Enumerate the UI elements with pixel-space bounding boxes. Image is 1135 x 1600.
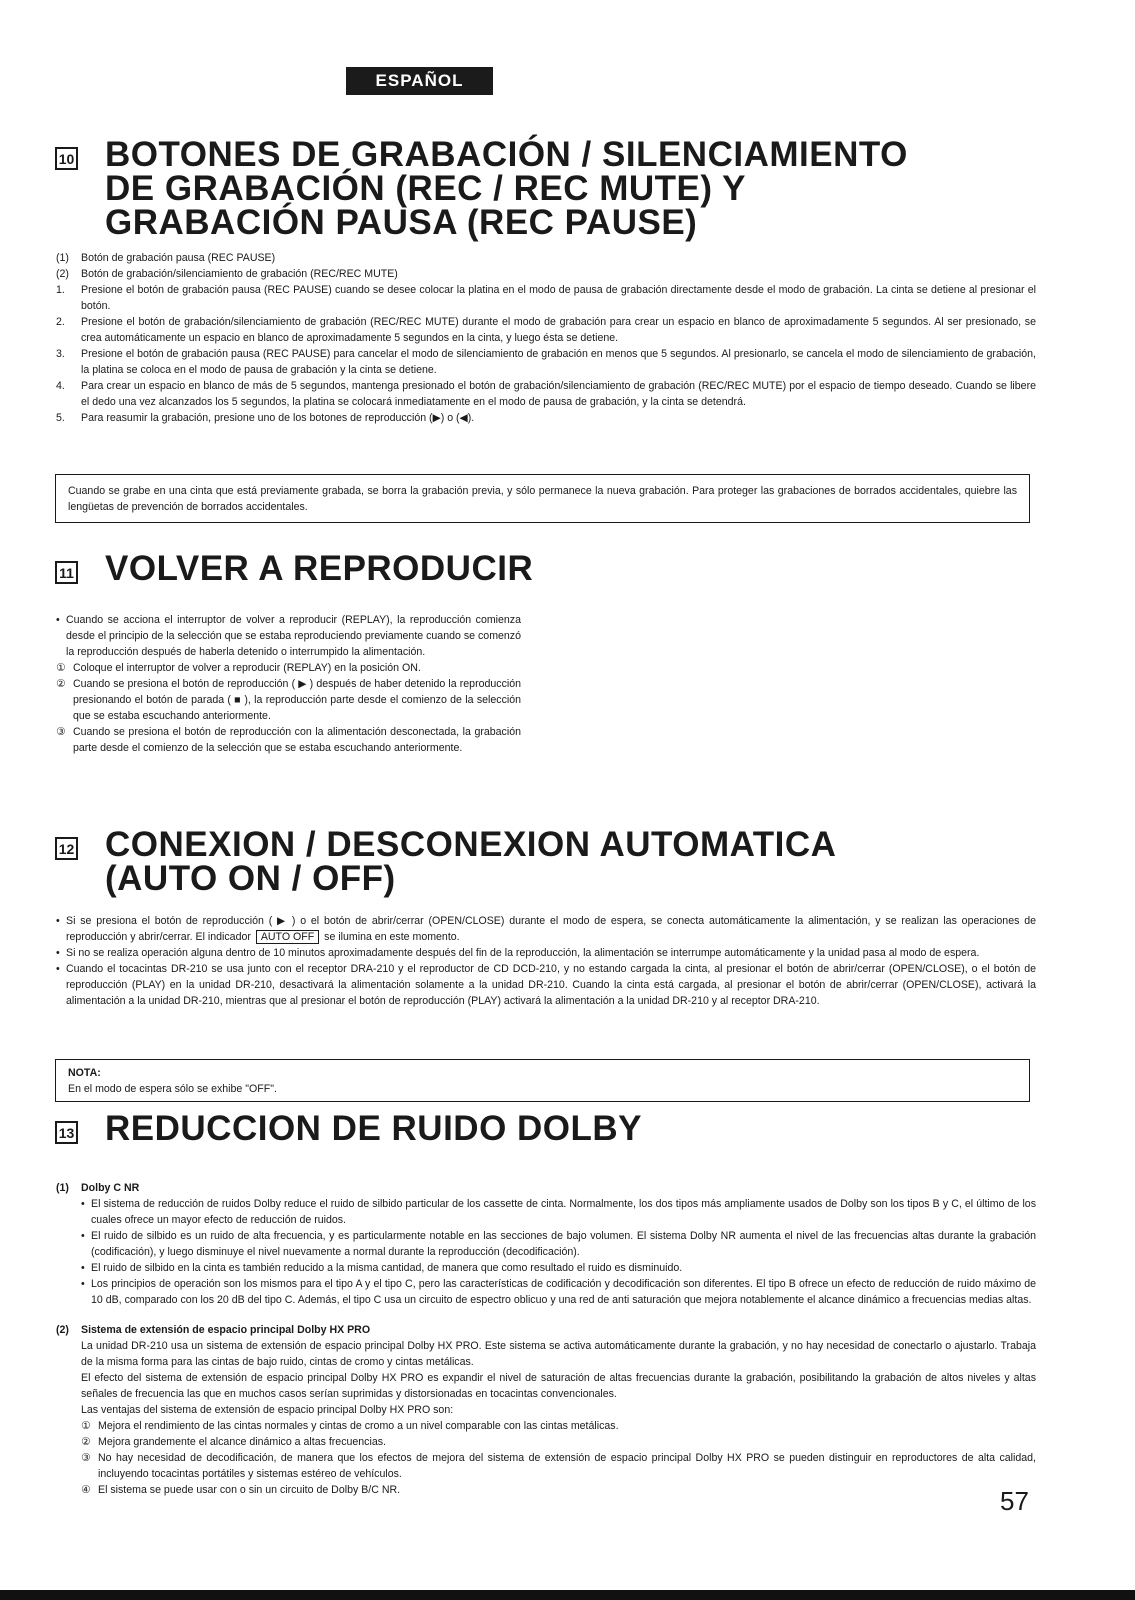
item-marker: 4.: [56, 380, 65, 392]
item-text: Coloque el interruptor de volver a reproducir (REPLAY) en la posición ON.: [73, 662, 421, 674]
section-10-title: [105, 135, 908, 242]
item-text: Botón de grabación/silenciamiento de grabación (REC/REC MUTE): [81, 268, 398, 280]
list-item: [56, 676, 521, 724]
list-item: [56, 282, 1036, 314]
section-11-list: [56, 612, 521, 756]
list-item: • El ruido de silbido es un ruido de alta frecuencia, y es particularmente notable en las secciones de bajo volumen. El sistema Dolby NR aumenta el nivel de las frecuencias altas durante la grabación (codificación), y luego disminuye el nivel nuevamente a normal durante la reproducción (decodificación).: [81, 1230, 1036, 1258]
list-item: • Cuando el tocacintas DR-210 se usa junto con el receptor DRA-210 y el reproductor de CD DCD-210, y no estando cargada la cinta, al presionar el botón de abrir/cerrar (OPEN/CLOSE), o el botón de reproducción (PLAY) en la unidad DR-210, desactivará la alimentación solamente a la unidad DR-210. Cuando la cinta está cargada, al presionar el botón de abrir/cerrar (OPEN/CLOSE), activará la alimentación a la unidad DR-210, mientras que al presionar el botón de reproducción (PLAY) activará la alimentación a la unidad DR-210 y al receptor DRA-210.: [56, 963, 1036, 1007]
item-marker: 5.: [56, 412, 65, 424]
list-item: • Si se presiona el botón de reproducción ( ▶ ) o el botón de abrir/cerrar (OPEN/CLOSE) durante el modo de espera, se conecta automáticamente la alimentación, y se realizan las operaciones de reproducción y abrir/cerrar. El indicador AUTO OFF se ilumina en este momento.: [56, 915, 1036, 943]
list-item: ② Mejora grandemente el alcance dinámico a altas frecuencias.: [81, 1434, 1036, 1450]
section-12-title-line: (AUTO ON / OFF): [105, 859, 396, 898]
item-text: Mejora el rendimiento de las cintas normales y cintas de cromo a un nivel comparable con las cintas metálicas.: [98, 1420, 619, 1432]
item-text: No hay necesidad de decodificación, de manera que los efectos de mejora del sistema de extensión de espacio principal Dolby HX PRO se pueden distinguir en reproductores de alta calidad, incluyendo tocacintas portátiles y sistemas estéreo de vehículos.: [98, 1452, 1036, 1480]
section-13-title-line: REDUCCION DE RUIDO DOLBY: [105, 1109, 643, 1148]
item-text: Presione el botón de grabación/silenciamiento de grabación (REC/REC MUTE) durante el modo de grabación para crear un espacio en blanco de aproximadamente 5 segundos. Al ser presionado, se crea automáticamente un espacio en blanco de aproximadamente 5 segundos en la cinta, y luego ésta se detiene.: [81, 316, 1036, 344]
note-title: NOTA:: [68, 1067, 101, 1079]
item-text: Si se presiona el botón de reproducción ( ▶ ) o el botón de abrir/cerrar (OPEN/CLOSE) durante el modo de espera, se conecta automáticamente la alimentación, y se realizan las operaciones de reproducción y abrir/cerrar. El indicador AUTO OFF se ilumina en este momento.: [66, 915, 1036, 943]
item-text: Los principios de operación son los mismos para el tipo A y el tipo C, pero las características de codificación y decodificación son diferentes. El tipo B ofrece un efecto de reducción de ruido máximo de 10 dB, comparado con los 20 dB del tipo C. Además, el tipo C usa un circuito de espectro oblicuo y una red de anti saturación que mejora notablemente el alcance dinámico a frecuencias medias altas.: [91, 1278, 1036, 1306]
list-item: • Si no se realiza operación alguna dentro de 10 minutos aproximadamente después del fin de la reproducción, la alimentación se interrumpe automáticamente y la unidad pasa al modo de espera.: [56, 945, 1036, 961]
section-12-list: [56, 913, 1036, 1009]
item-text: El sistema de reducción de ruidos Dolby reduce el ruido de silbido particular de los cassette de cinta. Normalmente, los dos tipos más ampliamente usados de Dolby son los tipos B y C, el último de los cuales ofrece un mayor efecto de reducción de ruidos.: [91, 1198, 1036, 1226]
item-text: Presione el botón de grabación pausa (REC PAUSE) cuando se desee colocar la platina en el modo de pausa de grabación directamente desde el modo de grabación. La cinta se detiene al presionar el botón.: [81, 284, 1036, 312]
paragraph: El efecto del sistema de extensión de espacio principal Dolby HX PRO es expandir el nivel de saturación de altas frecuencias durante la grabación, posibilitando la grabación de altos niveles y altas señales de frecuencia las que en muchos casos serían suprimidas y distorsionadas en tocacintas convencionales.: [81, 1372, 1036, 1400]
section-13-title: [105, 1109, 643, 1148]
item-marker: ③: [56, 726, 66, 738]
item-marker: (2): [56, 268, 69, 280]
section-11-heading: [55, 549, 534, 588]
item-text: Cuando se presiona el botón de reproducción ( ▶ ) después de haber detenido la reproducción presionando el botón de parada ( ■ ), la reproducción parte desde el comienzo de la selección que se estaba escuchando anteriormente.: [73, 678, 521, 722]
list-item: [56, 314, 1036, 346]
paragraph: Las ventajas del sistema de extensión de espacio principal Dolby HX PRO son:: [81, 1404, 454, 1416]
auto-off-indicator: AUTO OFF: [256, 930, 319, 944]
list-item: [56, 266, 1036, 282]
item-marker: 1.: [56, 284, 65, 296]
section-10-title-line: BOTONES DE GRABACIÓN / SILENCIAMIENTO: [105, 135, 908, 174]
list-item: [56, 612, 521, 660]
item-text: Para crear un espacio en blanco de más de 5 segundos, mantenga presionado el botón de grabación/silenciamiento de grabación (REC/REC MUTE) por el espacio de tiempo deseado. Cuando se libere el dedo una vez alcanzados los 5 segundos, la platina se colocará inmediatamente en el modo de pausa de grabación, y la cinta se detendrá.: [81, 380, 1036, 408]
subsection-2-content: [56, 1338, 1036, 1498]
section-number-10: 10: [55, 147, 78, 170]
note-text: En el modo de espera sólo se exhibe "OFF".: [68, 1083, 277, 1095]
list-item: [56, 410, 1036, 426]
item-text: Para reasumir la grabación, presione uno de los botones de reproducción (▶) o (◀).: [81, 412, 475, 424]
note-text: Cuando se grabe en una cinta que está previamente grabada, se borra la grabación previa, y sólo permanece la nueva grabación. Para proteger las grabaciones de borrados accidentales, quiebre las lengüetas de prevención de borrados accidentales.: [68, 485, 1017, 513]
bullet-marker: •: [56, 614, 60, 626]
item-text: Si no se realiza operación alguna dentro de 10 minutos aproximadamente después del fin de la reproducción, la alimentación se interrumpe automáticamente y la unidad pasa al modo de espera.: [66, 947, 980, 959]
section-12-heading: [55, 825, 837, 898]
list-item: • El ruido de silbido en la cinta es también reducido a la misma cantidad, de manera que como resultado el ruido es disminuido.: [81, 1260, 1036, 1276]
section-10-heading: [55, 135, 908, 242]
section-number-11: 11: [55, 561, 78, 584]
subsection-heading: (2) Sistema de extensión de espacio principal Dolby HX PRO: [56, 1324, 371, 1336]
item-text: El sistema se puede usar con o sin un circuito de Dolby B/C NR.: [98, 1484, 401, 1496]
list-item: [56, 378, 1036, 410]
item-text: Cuando se acciona el interruptor de volver a reproducir (REPLAY), la reproducción comienza desde el principio de la selección que se estaba reproduciendo previamente cuando se comenzó la reproducción después de haberla detenido o interrumpido la alimentación.: [66, 614, 521, 658]
list-item: ④ El sistema se puede usar con o sin un circuito de Dolby B/C NR.: [81, 1482, 1036, 1498]
item-marker: 3.: [56, 348, 65, 360]
item-text: Botón de grabación pausa (REC PAUSE): [81, 252, 276, 264]
item-marker: ①: [56, 662, 66, 674]
section-number-13: 13: [55, 1121, 78, 1144]
list-item: [56, 250, 1036, 266]
item-text: El ruido de silbido es un ruido de alta frecuencia, y es particularmente notable en las secciones de bajo volumen. El sistema Dolby NR aumenta el nivel de las frecuencias altas durante la grabación (codificación), y luego disminuye el nivel nuevamente a normal durante la reproducción (decodificación).: [91, 1230, 1036, 1258]
item-marker: (1): [56, 252, 69, 264]
section-10-list: [56, 250, 1036, 426]
note-box-standby: [55, 1059, 1030, 1102]
section-10-title-line: DE GRABACIÓN (REC / REC MUTE) Y: [105, 169, 746, 208]
note-box-erase: [55, 474, 1030, 523]
section-12-title-line: CONEXION / DESCONEXION AUTOMATICA: [105, 825, 837, 864]
subsection-1-list: [56, 1196, 1036, 1308]
section-11-title-line: VOLVER A REPRODUCIR: [105, 549, 534, 588]
item-text: Cuando el tocacintas DR-210 se usa junto con el receptor DRA-210 y el reproductor de CD DCD-210, y no estando cargada la cinta, al presionar el botón de abrir/cerrar (OPEN/CLOSE), o el botón de reproducción (PLAY) en la unidad DR-210, desactivará la alimentación solamente a la unidad DR-210. Cuando la cinta está cargada, al presionar el botón de abrir/cerrar (OPEN/CLOSE), activará la alimentación a la unidad DR-210, mientras que al presionar el botón de reproducción (PLAY) activará la alimentación a la unidad DR-210 y al receptor DRA-210.: [66, 963, 1036, 1007]
list-item: ① Mejora el rendimiento de las cintas normales y cintas de cromo a un nivel comparable con las cintas metálicas.: [81, 1418, 1036, 1434]
list-item: [56, 346, 1036, 378]
section-11-title: [105, 549, 534, 588]
list-item: • Los principios de operación son los mismos para el tipo A y el tipo C, pero las características de codificación y decodificación son diferentes. El tipo B ofrece un efecto de reducción de ruido máximo de 10 dB, comparado con los 20 dB del tipo C. Además, el tipo C usa un circuito de espectro oblicuo y una red de anti saturación que mejora notablemente el alcance dinámico a frecuencias medias altas.: [81, 1278, 1036, 1306]
item-marker: 2.: [56, 316, 65, 328]
list-item: ③ No hay necesidad de decodificación, de manera que los efectos de mejora del sistema de extensión de espacio principal Dolby HX PRO se pueden distinguir en reproductores de alta calidad, incluyendo tocacintas portátiles y sistemas estéreo de vehículos.: [81, 1452, 1036, 1480]
list-item: [56, 660, 521, 676]
section-12-title: [105, 825, 837, 898]
section-number-12: 12: [55, 837, 78, 860]
item-text: El ruido de silbido en la cinta es también reducido a la misma cantidad, de manera que como resultado el ruido es disminuido.: [91, 1262, 683, 1274]
section-10-title-line: GRABACIÓN PAUSA (REC PAUSE): [105, 203, 698, 242]
item-text: Cuando se presiona el botón de reproducción con la alimentación desconectada, la grabación parte desde el comienzo de la selección que se estaba escuchando anteriormente.: [73, 726, 521, 754]
list-item: [56, 724, 521, 756]
page-number: 57: [1000, 1486, 1029, 1516]
scan-edge: [0, 1590, 1135, 1600]
subsection-heading: (1) Dolby C NR: [56, 1182, 140, 1194]
list-item: • El sistema de reducción de ruidos Dolby reduce el ruido de silbido particular de los cassette de cinta. Normalmente, los dos tipos más ampliamente usados de Dolby son los tipos B y C, el último de los cuales ofrece un mayor efecto de reducción de ruidos.: [81, 1198, 1036, 1226]
item-text: Presione el botón de grabación pausa (REC PAUSE) para cancelar el modo de silenciamiento de grabación en menos que 5 segundos. Al presionarlo, se cancela el modo de silenciamiento de grabación, la platina se coloca en el modo de pausa de grabación y la cinta se detiene.: [81, 348, 1036, 376]
item-marker: ②: [56, 678, 66, 690]
section-13-heading: [55, 1109, 643, 1148]
language-tab: ESPAÑOL: [346, 67, 493, 95]
paragraph: La unidad DR-210 usa un sistema de extensión de espacio principal Dolby HX PRO. Este sistema se activa automáticamente durante la grabación, y no hay necesidad de conectarlo o ajustarlo. Trabaja de la misma forma para las cintas de bajo ruido, cintas de cromo y cintas metálicas.: [81, 1340, 1036, 1368]
section-13-content: [56, 1180, 1036, 1498]
item-text: Mejora grandemente el alcance dinámico a altas frecuencias.: [98, 1436, 386, 1448]
